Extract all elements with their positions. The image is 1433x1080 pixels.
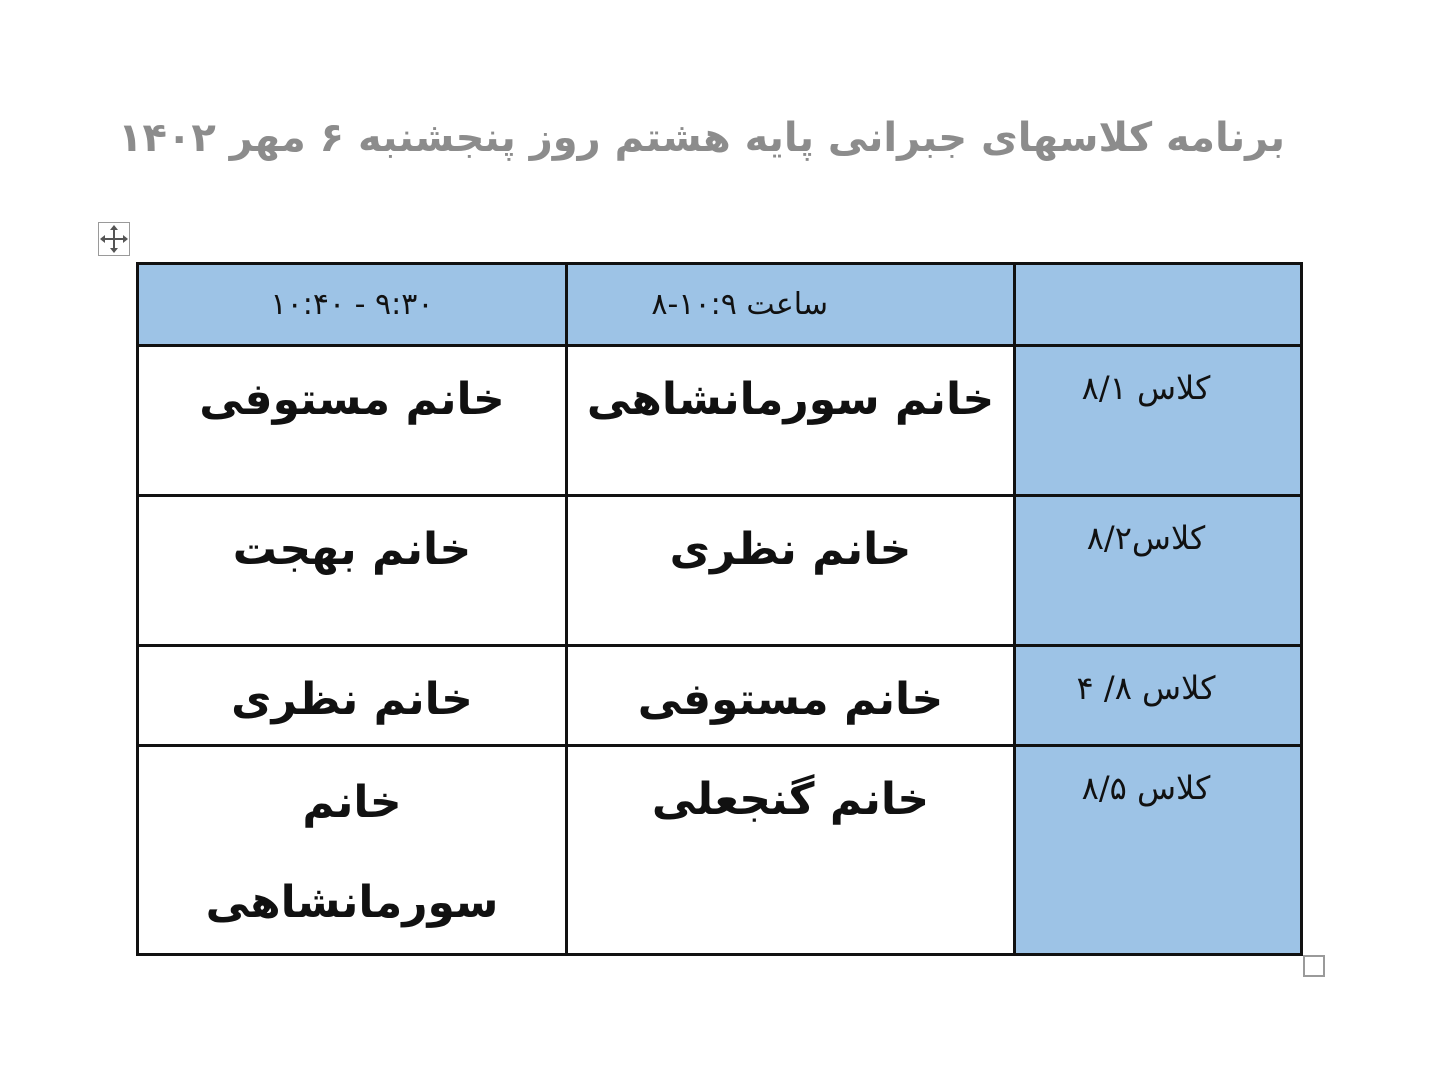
table-row — [138, 496, 1302, 646]
document-title: برنامه کلاسهای جبرانی پایه هشتم روز پنجشنبه ۶ مهر ۱۴۰۲ — [118, 115, 1285, 161]
table-move-handle[interactable] — [98, 222, 130, 256]
header-time-slot-2: ۹:۳۰ - ۱۰:۴۰ — [138, 264, 567, 346]
table-row — [138, 346, 1302, 496]
teacher-cell — [138, 746, 567, 955]
teacher-name: خانم نظری — [231, 674, 473, 725]
resize-square-icon[interactable] — [1303, 955, 1325, 977]
class-name-cell: کلاس۸/۲ — [1015, 496, 1302, 646]
teacher-cell — [567, 346, 1015, 496]
teacher-name: خانم مستوفی — [637, 674, 944, 725]
teacher-name: خانم گنجعلی — [651, 774, 930, 825]
class-name-cell: کلاس ۸/ ۴ — [1015, 646, 1302, 746]
teacher-name: خانم بهجت — [232, 524, 472, 575]
teacher-name: خانم سورمانشاهی — [205, 777, 499, 928]
table-row — [138, 646, 1302, 746]
teacher-cell — [138, 496, 567, 646]
header-corner-cell — [1015, 264, 1302, 346]
move-arrows-icon — [99, 223, 129, 255]
table-row — [138, 746, 1302, 955]
teacher-name: خانم نظری — [669, 524, 912, 575]
class-name-cell: کلاس ۸/۵ — [1015, 746, 1302, 955]
table-header-row — [138, 264, 1302, 346]
class-name-cell: کلاس ۸/۱ — [1015, 346, 1302, 496]
teacher-name: خانم سورمانشاهی — [586, 374, 995, 425]
teacher-cell — [138, 346, 567, 496]
teacher-cell — [567, 496, 1015, 646]
teacher-cell — [567, 746, 1015, 955]
teacher-cell — [138, 646, 567, 746]
header-time-slot-1: ساعت ۱۰:۹-۸ — [567, 264, 1015, 346]
teacher-cell — [567, 646, 1015, 746]
schedule-table — [136, 262, 1303, 956]
teacher-name: خانم مستوفی — [199, 374, 505, 425]
